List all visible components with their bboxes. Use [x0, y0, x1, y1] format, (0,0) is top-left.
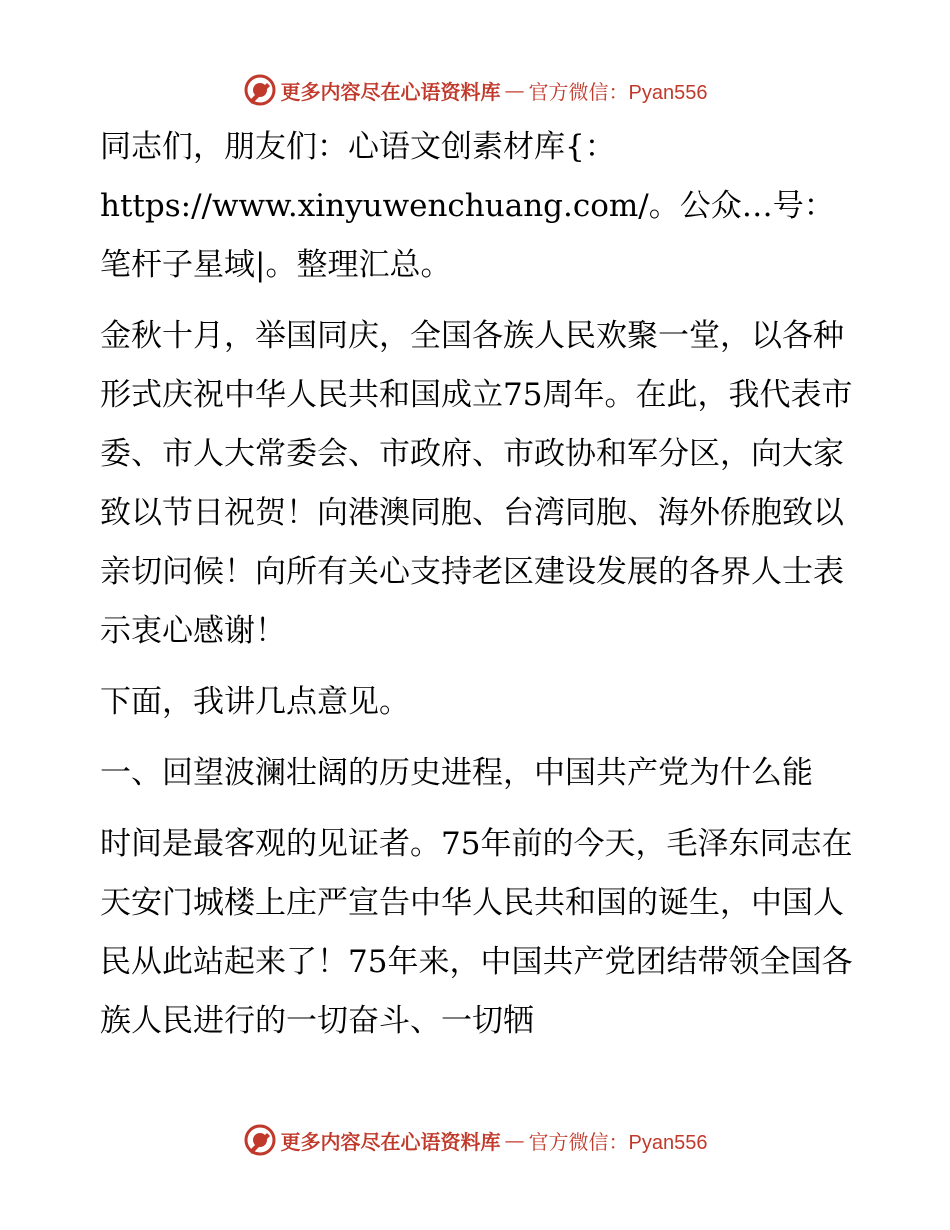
paragraph-history: 时间是最客观的见证者。75年前的今天，毛泽东同志在天安门城楼上庄严宣告中华人民共和国的诞生，中国人民从此站起来了！75年来，中国共产党团结带领全国各族人民进行的一切奋斗、一切牺 — [100, 826, 853, 1039]
paragraph-intro: 下面，我讲几点意见。 — [100, 684, 410, 720]
pen-logo-icon — [243, 1123, 277, 1157]
header-separator: — — [504, 78, 525, 102]
header-banner — [0, 70, 950, 110]
header-wechat-text: 官方微信：Pyan556 — [528, 81, 708, 104]
header-main-text: 更多内容尽在心语资料库 — [280, 79, 501, 104]
footer-wechat-text: 官方微信：Pyan556 — [528, 1131, 708, 1154]
footer-main-text: 更多内容尽在心语资料库 — [280, 1129, 501, 1154]
paragraph-heading-one: 一、回望波澜壮阔的历史进程，中国共产党为什么能 — [100, 755, 813, 791]
footer-separator: — — [504, 1128, 525, 1152]
pen-logo-icon — [243, 73, 277, 107]
paragraph-greeting: 同志们，朋友们：心语文创素材库{：https://www.xinyuwenchuang.com/。公众…号：笔杆子星域|。整理汇总。 — [100, 129, 835, 283]
paragraph-celebration: 金秋十月，举国同庆，全国各族人民欢聚一堂，以各种形式庆祝中华人民共和国成立75周年。在此，我代表市委、市人大常委会、市政府、市政协和军分区，向大家致以节日祝贺！向港澳同胞、台湾同胞、海外侨胞致以亲切问候！向所有关心支持老区建设发展的各界人士表示衷心感谢！ — [100, 318, 853, 649]
document-body — [100, 118, 860, 1051]
footer-banner — [0, 1120, 950, 1160]
